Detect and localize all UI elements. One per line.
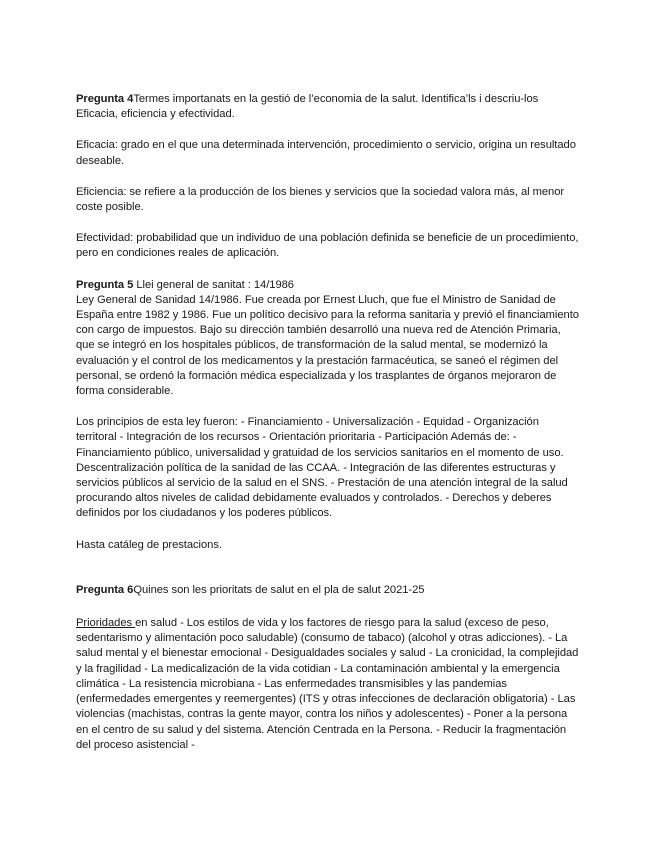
q5-question: [76, 278, 580, 293]
document-page: [76, 92, 580, 769]
q4-eficiencia: Eficiencia: se refiere a la producción de los bienes y servicios que la sociedad valora más, al menor coste posible.: [76, 185, 565, 214]
q5-title: Llei general de sanitat : 14/1986: [133, 278, 294, 291]
q4-question: [76, 92, 580, 122]
q4-eficacia: Eficacia: grado en el que una determinada intervención, procedimiento o servicio, origina un resultado deseable.: [76, 139, 576, 167]
q5-body-2: Los principios de esta ley fueron: - Financiamiento - Universalización - Equidad - Organización territoral - Integración de los recursos - Orientación prioritaria - Participación Además de: - Financiamiento público, universalidad y gratuidad de los servicios sanitarios en el momento de uso. Descentralización política de la sanidad de las CCAA. - Integración de las diferentes estructuras y servicios públicos al servicio de la salud en el SNS. - Prestación de una atención integral de la salud procurando altos niveles de calidad debidamente evaluados y controlados. - Derechos y deberes definidos por los ciudadanos y los poderes públicos.: [76, 416, 568, 520]
q4-efectividad: Efectividad: probabilidad que un individuo de una población definida se beneficie de un procedimiento, pero en condiciones reales de aplicación.: [76, 232, 579, 260]
q6-question: [76, 583, 580, 598]
q6-heading: Pregunta 6: [76, 583, 134, 596]
q5-body-1: Ley General de Sanidad 14/1986. Fue creada por Ernest Lluch, que fue el Ministro de Sanidad de España entre 1982 y 1986. Fue un político decisivo para la reforma sanitaria y previó el financiamiento con cargo de impuestos. Bajo su dirección también desarrolló una nueva red de Atención Primaria, que se integró en los hospitales públicos, de transformación de la salud mental, se modernizó la evaluación y el control de los medicamentos y la prestación farmacéutica, se saneó el régimen del personal, se ordenó la formación médica especializada y los trasplantes de órganos mejoraron de forma considerable.: [76, 293, 579, 398]
q5-heading: Pregunta 5: [76, 278, 134, 291]
q4-heading: Pregunta 4: [76, 93, 134, 105]
q6-underlined-term: Prioridades: [76, 617, 136, 630]
q6-title: Quines son les prioritats de salut en el pla de salut 2021-25: [133, 583, 425, 596]
q4-intro: Termes importanats en la gestió de l’economia de la salut. Identifica’ls i descriu-los Eficacia, eficiencia y efectividad.: [76, 93, 539, 121]
q6-body-text: en salud - Los estilos de vida y los factores de riesgo para la salud (exceso de peso, sedentarismo y alimentación poco saludable) (consumo de tabaco) (alcohol y otras adicciones). - La salud mental y el bienestar emocional - Desigualdades sociales y salud - La cronicidad, la complejidad y la fragilidad - La medicalización de la vida cotidian - La contaminación ambiental y la emergencia climática - La resistencia microbiana - Las enfermedades transmisibles y las pandemias (enfermedades emergentes y reemergentes) (ITS y otras infecciones de declaración obligatoria) - Las violencias (machistas, contras la gente mayor, contra los niños y adolescentes) - Poner a la persona en el centro de su salud y del sistema. Atención Centrada en la Persona. - Reducir la fragmentación del proceso asistencial -: [76, 617, 579, 751]
q6-body: [76, 616, 580, 753]
q5-body-3: Hasta catáleg de prestacions.: [76, 538, 222, 551]
